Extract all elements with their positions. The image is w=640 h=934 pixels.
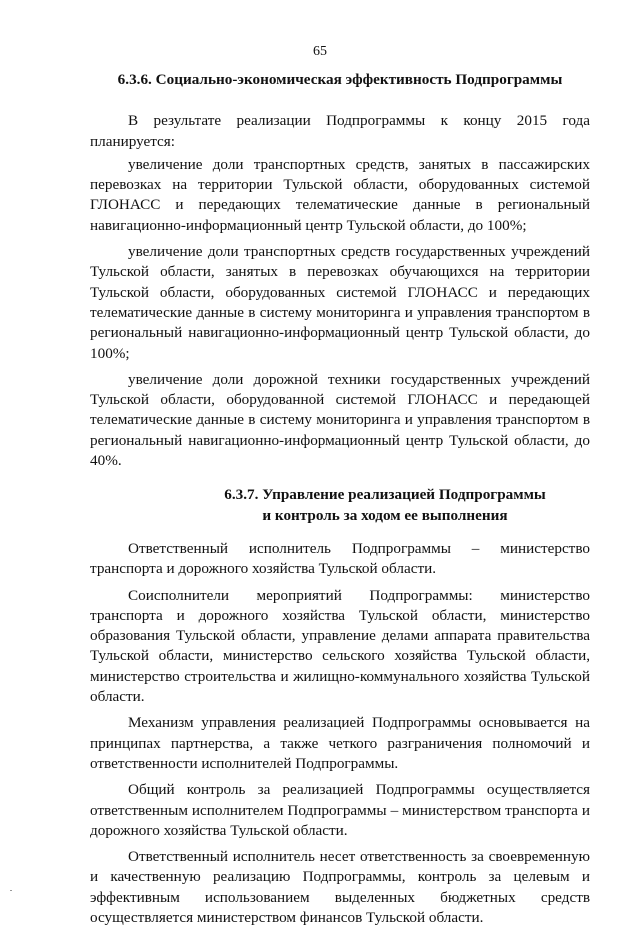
- mgmt-paragraph-2: Соисполнители мероприятий Подпрограммы: министерство транспорта и дорожного хозяйства Тульской области, министерство образования Тульской области, управление делами аппарата правительства Тульской области, министерство сельского хозяйства Тульской области, министерство строительства и жилищно-коммунального хозяйства Тульской области.: [90, 586, 590, 706]
- effect-item-1: увеличение доли транспортных средств, занятых в пассажирских перевозках на территории Тульской области, оборудованных системой ГЛОНАСС и передающих телематические данные в региональный навигационно-информационный центр Тульской области, до 100%;: [90, 155, 590, 234]
- section-heading-6-3-7: [90, 485, 590, 526]
- page-number: 65: [313, 44, 327, 59]
- intro-lead: В результате реализации Подпрограммы к концу 2015 года: [128, 112, 590, 130]
- intro-tail: планируется:: [90, 132, 175, 150]
- effect-item-2: увеличение доли транспортных средств государственных учреждений Тульской области, занятых в перевозках обучающихся на территории Тульской области, оборудованных системой ГЛОНАСС и передающих телематические данные в систему мониторинга и управления транспортом в региональный навигационно-информационный центр Тульской области, до 100%;: [90, 243, 590, 362]
- heading-line-2: и контроль за ходом ее выполнения: [262, 506, 508, 524]
- scan-speck: [10, 890, 12, 891]
- heading-line-1: 6.3.7. Управление реализацией Подпрограммы: [224, 486, 546, 504]
- section-heading-6-3-6: 6.3.6. Социально-экономическая эффективность Подпрограммы: [117, 71, 563, 88]
- effect-item-3: увеличение доли дорожной техники государственных учреждений Тульской области, оборудованной системой ГЛОНАСС и передающей телематические данные в систему мониторинга и управления транспортом в региональный навигационно-информационный центр Тульской области, до 40%.: [90, 370, 590, 470]
- mgmt-paragraph-5: Ответственный исполнитель несет ответственность за своевременную и качественную реализацию Подпрограммы, контроль за целевым и эффективным использованием выделенных бюджетных средств осуществляется министерством финансов Тульской области.: [90, 848, 590, 926]
- mgmt-paragraph-1: Ответственный исполнитель Подпрограммы – министерство транспорта и дорожного хозяйства Тульской области.: [90, 539, 590, 578]
- intro-paragraph: [90, 111, 590, 131]
- page-content: [90, 70, 590, 934]
- mgmt-paragraph-4: Общий контроль за реализацией Подпрограммы осуществляется ответственным исполнителем Подпрограммы – министерством транспорта и дорожного хозяйства Тульской области.: [90, 781, 590, 839]
- mgmt-paragraph-3: Механизм управления реализацией Подпрограммы основывается на принципах партнерства, а также четкого разграничения полномочий и ответственности исполнителей Подпрограммы.: [90, 714, 590, 772]
